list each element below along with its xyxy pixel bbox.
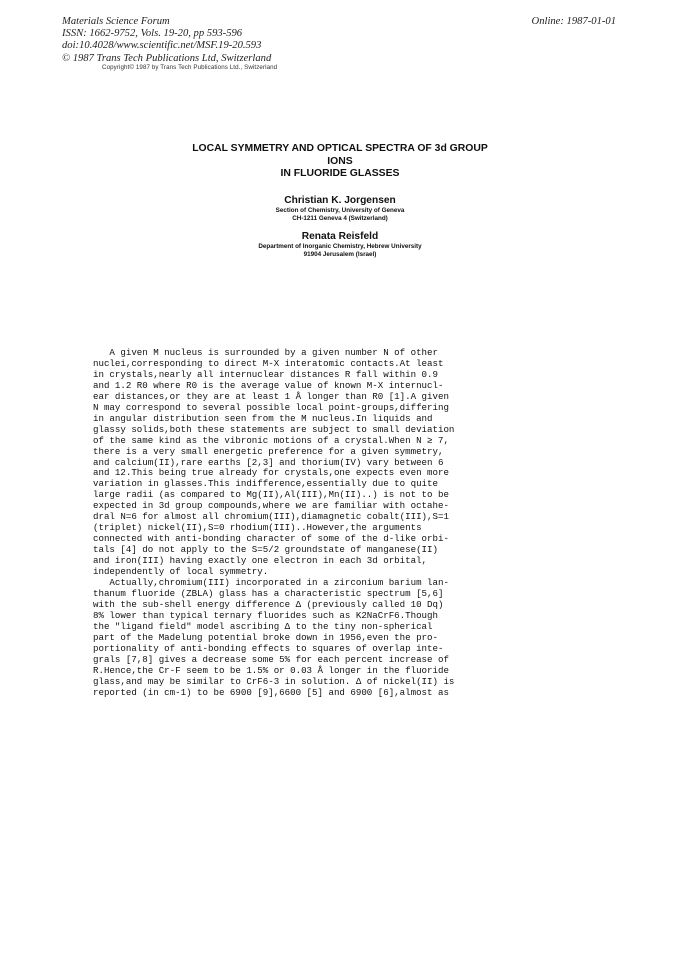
body-text <box>93 348 593 699</box>
copyright-line: Copyright© 1987 by Trans Tech Publications Ltd., Switzerland <box>102 64 278 71</box>
body-line: ear distances,or they are at least 1 Å longer than R0 [1].A given <box>93 390 449 402</box>
author-affiliation: Section of Chemistry, University of Geneva <box>275 207 405 214</box>
body-line: portionality of anti-bonding effects to squares of overlap inte- <box>93 642 444 654</box>
body-line: and iron(III) having exactly one electron in each 3d orbital, <box>93 555 428 567</box>
body-line: in angular distribution seen from the M nucleus.In liquids and <box>93 412 433 424</box>
body-line: the "ligand field" model ascribing Δ to the tiny non-spherical <box>93 620 433 632</box>
body-line: and 1.2 R0 where R0 is the average value of known M-X internucl- <box>93 379 444 391</box>
title-line: LOCAL SYMMETRY AND OPTICAL SPECTRA OF 3d GROUP <box>192 143 488 154</box>
body-line: grals [7,8] gives a decrease some 5% for each percent increase of <box>93 653 449 665</box>
body-line: R.Hence,the Cr-F seem to be 1.5% or 0.03 Å longer in the fluoride <box>93 664 449 676</box>
body-line: (triplet) nickel(II),S=0 rhodium(III)..However,the arguments <box>93 522 422 534</box>
body-line: tals [4] do not apply to the S=5/2 groundstate of manganese(II) <box>93 544 438 556</box>
author-name: Christian K. Jorgensen <box>284 195 396 206</box>
body-line: with the sub-shell energy difference Δ (previously called 10 Dq) <box>93 598 444 610</box>
body-line: thanum fluoride (ZBLA) glass has a characteristic spectrum [5,6] <box>93 587 444 599</box>
paper-title <box>120 143 560 181</box>
doi-link[interactable]: doi:10.4028/www.scientific.net/MSF.19-20.593 <box>62 40 262 52</box>
body-line: there is a very small energetic preference for a given symmetry, <box>93 445 444 457</box>
body-line: N may correspond to several possible local point-groups,differing <box>93 401 449 413</box>
body-line: reported (in cm-1) to be 6900 [9],6600 [5] and 6900 [6],almost as <box>93 686 449 698</box>
title-line: IN FLUORIDE GLASSES <box>280 168 400 180</box>
author-name: Renata Reisfeld <box>301 231 379 242</box>
body-line: 8% lower than typical ternary fluorides such as K2NaCrF6.Though <box>93 609 438 621</box>
body-line: Actually,chromium(III) incorporated in a zirconium barium lan- <box>93 577 449 589</box>
body-line: in crystals,nearly all internuclear distances R fall within 0.9 <box>93 368 438 380</box>
body-line: and 12.This being true already for crystals,one expects even more <box>93 467 449 479</box>
body-line: dral N=6 for almost all chromium(III),diamagnetic cobalt(III),S=1 <box>93 511 449 523</box>
author-address: 91904 Jerusalem (Israel) <box>303 251 377 258</box>
body-line: A given M nucleus is surrounded by a given number N of other <box>93 347 438 358</box>
journal-name: Materials Science Forum <box>62 16 170 27</box>
body-line: glass,and may be similar to CrF6-3 in solution. Δ of nickel(II) is <box>93 675 455 687</box>
body-line: nuclei,corresponding to direct M-X interatomic contacts.At least <box>93 357 444 369</box>
body-line: large radii (as compared to Mg(II),Al(III),Mn(II)..) is not to be <box>93 489 449 501</box>
body-line: variation in glasses.This indifference,essentially due to quite <box>93 478 438 490</box>
journal-metadata <box>62 16 271 65</box>
issn-line: ISSN: 1662-9752, Vols. 19-20, pp 593-596 <box>62 28 243 40</box>
publisher-line: © 1987 Trans Tech Publications Ltd, Switzerland <box>62 52 272 64</box>
author-address: CH-1211 Geneva 4 (Switzerland) <box>292 215 388 222</box>
title-line: IONS <box>327 155 353 167</box>
body-line: and calcium(II),rare earths [2,3] and thorium(IV) vary between 6 <box>93 456 444 468</box>
body-line: expected in 3d group compounds,where we are familiar with octahe- <box>93 500 449 512</box>
author-affiliation: Department of Inorganic Chemistry, Hebrew University <box>258 243 422 250</box>
author-block <box>120 231 560 259</box>
online-date: Online: 1987-01-01 <box>531 16 616 27</box>
body-line: of the same kind as the vibronic motions of a crystal.When N ≥ 7, <box>93 434 449 446</box>
body-line: part of the Madelung potential broke down in 1956,even the pro- <box>93 631 438 643</box>
author-block <box>120 195 560 223</box>
body-line: glassy solids,both these statements are subject to small deviation <box>93 423 455 435</box>
body-line: connected with anti-bonding character of some of the d-like orbi- <box>93 533 449 545</box>
body-line: independently of local symmetry. <box>93 566 269 578</box>
